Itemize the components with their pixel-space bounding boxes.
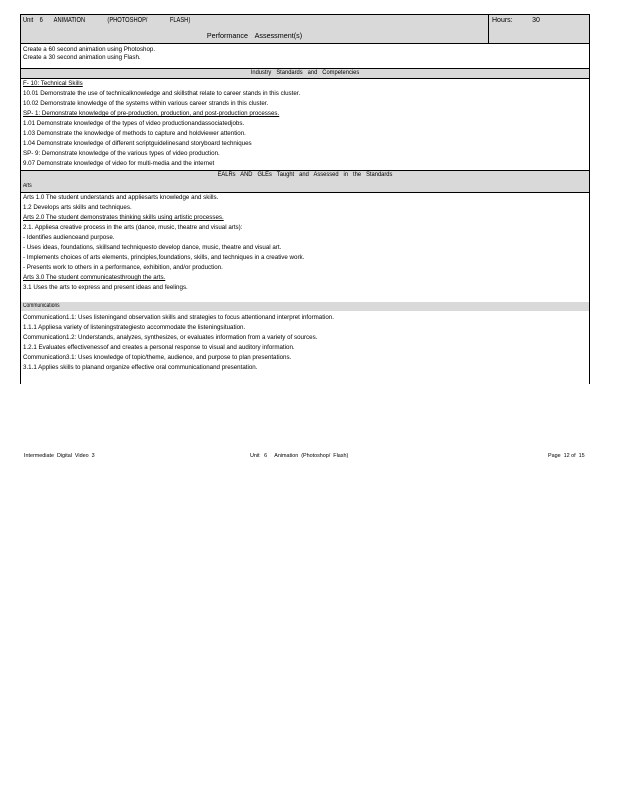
industry-standard-line: 10.01 Demonstrate the use of technicalknowledge and skillsthat relate to career stands in this cluster. [23,90,301,97]
industry-standard-line: 10.02 Demonstrate knowledge of the systems within various career strands in this cluster. [23,100,269,107]
industry-standard-line: SP- 1: Demonstrate knowledge of pre-production, production, and post-production processes. [23,110,280,117]
ealrs-band [21,170,589,192]
performance-assessment-heading: Performance Assessment(s) [206,31,303,40]
arts-standard-line: Arts 1.0 The student understands and appliesarts knowledge and skills. [23,194,219,201]
industry-standards-heading: Industry Standards and Competencies [250,69,360,76]
arts-standard-line: Arts 2.0 The student demonstrates thinking skills using artistic processes. [23,214,224,221]
arts-standard-line: 2.1. Appliesa creative process in the arts (dance, music, theatre and visual arts): [23,224,243,231]
industry-standard-line: 1.03 Demonstrate the knowledge of methods to capture and holdviewer attention. [23,130,246,137]
divider [21,192,589,193]
standards-table [20,14,590,384]
communication-standard-line: 1.1.1 Appliesa variety of listeningstrategiesto accommodate the listeningsituation. [23,324,246,331]
footer-page-number: Page 12 of 15 [548,453,585,459]
unit-title: Unit 6 ANIMATION (PHOTOSHOP/ FLASH) [23,17,191,24]
ealrs-heading: EALRs AND GLEs Taught and Assessed in the Standards [217,171,393,178]
arts-heading: Arts [23,183,32,189]
divider [21,68,589,69]
industry-standard-line: 1.01 Demonstrate knowledge of the types of video productionandassociatedjobs. [23,120,245,127]
divider [21,170,589,171]
unit-header-left [21,15,489,43]
communication-standard-line: 1.2.1 Evaluates effectivenessof and creates a personal response to visual and auditory information. [23,344,295,351]
arts-standard-line: Arts 3.0 The student communicatesthrough the arts. [23,274,166,281]
communication-standard-line: Communication1.1: Uses listeningand observation skills and strategies to focus attentionand interpret information. [23,314,334,321]
arts-standard-line: 1.2 Develops arts skills and techniques. [23,204,132,211]
communication-standard-line: Communication3.1: Uses knowledge of topic/theme, audience, and purpose to plan presentations. [23,354,292,361]
footer-course: Intermediate Digital Video 3 [24,453,95,459]
arts-standard-line: - Implements choices of arts elements, principles,foundations, skills, and techniques in a creative work. [23,254,305,261]
arts-standard-line: - Uses ideas, foundations, skillsand techniquesto develop dance, music, theatre and visual art. [23,244,282,251]
assessment-item: Create a 30 second animation using Flash. [23,54,141,61]
industry-standards-band [21,68,589,78]
arts-standard-line: - Presents work to others in a performance, exhibition, and/or production. [23,264,223,271]
unit-header [21,15,589,44]
industry-standard-line: SP- 9: Demonstrate knowledge of the various types of video production. [23,150,220,157]
industry-standard-line: 1.04 Demonstrate knowledge of different scriptguidelinesand storyboard techniques [23,140,252,147]
communication-standard-line: Communication1.2: Understands, analyzes, synthesizes, or evaluates information from a variety of sources. [23,334,318,341]
hours-label: Hours: 30 [492,17,540,24]
arts-standard-line: 3.1 Uses the arts to express and present ideas and feelings. [23,284,188,291]
communication-standard-line: 3.1.1 Applies skills to planand organize effective oral communicationand presentation. [23,364,258,371]
footer-unit: Unit 6 Animation (Photoshop/ Flash) [250,453,349,459]
industry-standard-line: 9.07 Demonstrate knowledge of video for multi-media and the internet [23,160,215,167]
divider [21,78,589,79]
assessment-item: Create a 60 second animation using Photoshop. [23,46,156,53]
communications-heading: Communications [23,303,60,309]
industry-standard-line: F- 10: Technical Skills [23,80,83,87]
communications-band [21,302,589,311]
arts-standard-line: - Identifies audienceand purpose. [23,234,115,241]
